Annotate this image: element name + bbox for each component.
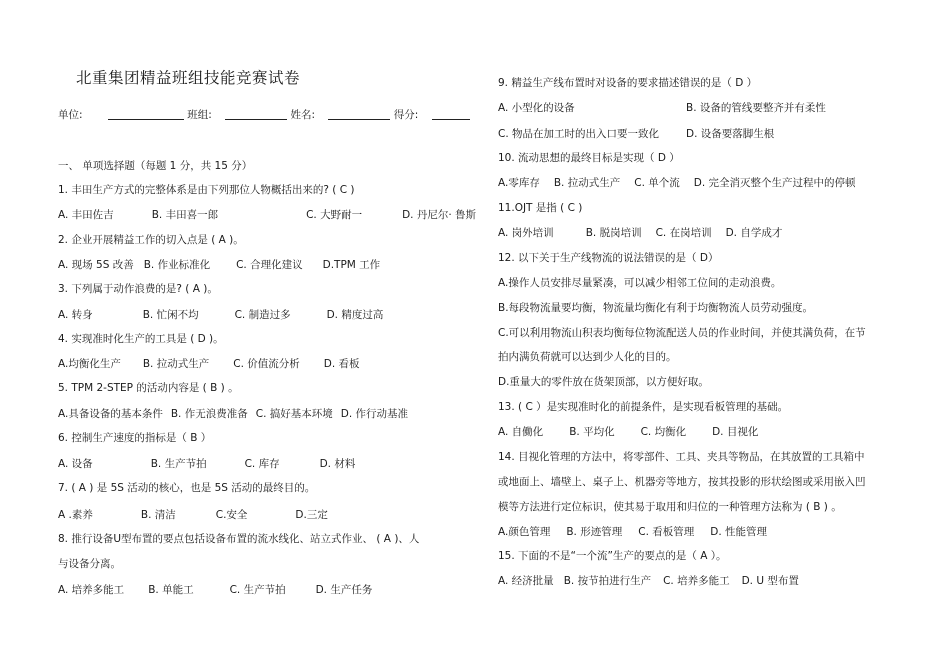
score-blank — [432, 107, 470, 120]
option: D. 自学成才 — [725, 227, 783, 239]
statement-line: C.可以利用物流山积表均衡每位物流配送人员的作业时间，并使其满负荷，在节 — [498, 327, 866, 339]
statement-line: A.操作人员安排尽量紧凑，可以减少相邻工位间的走动浪费。 — [498, 277, 782, 289]
score-label: 得分: — [393, 109, 419, 121]
option-row — [58, 258, 380, 272]
option: A.颜色管理 — [498, 526, 551, 538]
option: D. 目视化 — [712, 426, 759, 438]
option: D. U 型布置 — [741, 575, 799, 587]
statement-line: 拍内满负荷就可以达到少人化的目的。 — [498, 351, 677, 363]
option: B. 形迹管理 — [566, 526, 623, 538]
option: C. 物品在加工时的出入口要一致化 — [498, 128, 660, 140]
question-text: 11.OJT 是指 ( C ) — [498, 202, 583, 214]
option-row — [58, 407, 408, 421]
option: B. 清洁 — [140, 509, 176, 521]
question-text: 10. 流动思想的最终目标是实现（ D ） — [498, 152, 680, 164]
option: A.均衡化生产 — [58, 358, 121, 370]
option: C.安全 — [215, 509, 248, 521]
option: D. 作行动基准 — [340, 408, 409, 420]
exam-title: 北重集团精益班组技能竞赛试卷 — [76, 69, 301, 87]
option: B. 脱岗培训 — [585, 227, 642, 239]
question-text: 3. 下列属于动作浪费的是? ( A )。 — [58, 283, 218, 295]
option: C. 合理化建议 — [236, 259, 303, 271]
option: B. 作业标准化 — [143, 259, 211, 271]
option: B. 按节拍进行生产 — [563, 575, 652, 587]
option-row — [58, 508, 328, 522]
statement-line: B.每段物流量要均衡，物流量均衡化有利于均衡物流人员劳动强度。 — [498, 302, 814, 314]
option: A. 转身 — [58, 309, 93, 321]
option: A. 岗外培训 — [498, 227, 554, 239]
question-text: 13. ( C ）是实现准时化的前提条件，是实现看板管理的基础。 — [498, 401, 789, 413]
option-row — [498, 425, 758, 439]
option: C. 在岗培训 — [655, 227, 712, 239]
option: C. 大野耐一 — [306, 209, 363, 221]
option: A. 经济批量 — [498, 575, 554, 587]
question-text: 9. 精益生产线布置时对设备的要求描述错误的是（ D ） — [498, 77, 758, 89]
option: B. 生产节拍 — [150, 458, 207, 470]
question-text: 12. 以下关于生产线物流的说法错误的是（ D） — [498, 252, 719, 264]
option: B. 丰田喜一郎 — [151, 209, 219, 221]
question-text: 4. 实现准时化生产的工具是 ( D )。 — [58, 333, 224, 345]
name-label: 姓名: — [290, 109, 316, 121]
option-row — [498, 574, 799, 588]
question-text: 15. 下面的不是“一个流”生产的要点的是（ A ）。 — [498, 550, 727, 562]
option: B. 拉动式生产 — [142, 358, 210, 370]
option: A. 设备 — [58, 458, 93, 470]
option: C. 均衡化 — [640, 426, 687, 438]
option: A. 小型化的设备 — [498, 102, 575, 114]
option: C. 库存 — [244, 458, 280, 470]
unit-label: 单位: — [58, 109, 83, 121]
option: B. 拉动式生产 — [553, 177, 621, 189]
option-row — [58, 357, 360, 371]
group-blank — [225, 107, 287, 120]
option-row — [58, 208, 476, 222]
option: B. 单能工 — [148, 584, 194, 596]
option: B. 忙闲不均 — [142, 309, 199, 321]
option: C. 搞好基本环境 — [255, 408, 333, 420]
option-row — [498, 226, 782, 240]
option: A. 丰田佐吉 — [58, 209, 114, 221]
option-row — [498, 176, 856, 190]
question-text: 1. 丰田生产方式的完整体系是由下列那位人物概括出来的? ( C ) — [58, 184, 355, 196]
option: D.三定 — [295, 509, 328, 521]
question-text-cont: 或地面上、墙壁上、桌子上、机器旁等地方，按其投影的形状绘图或采用嵌入凹 — [498, 476, 866, 488]
question-text: 7. ( A ) 是 5S 活动的核心，也是 5S 活动的最终目的。 — [58, 482, 316, 494]
option: A.具备设备的基本条件 — [58, 408, 163, 420]
option-row — [58, 457, 355, 471]
option: C. 生产节拍 — [229, 584, 286, 596]
question-text: 6. 控制生产速度的指标是（ B ） — [58, 432, 212, 444]
option-row — [58, 583, 372, 597]
question-text: 5. TPM 2-STEP 的活动内容是 ( B ) 。 — [58, 382, 239, 394]
section-title: 一、 单项选择题（每题 1 分，共 15 分） — [58, 160, 253, 172]
group-label: 班组: — [187, 109, 212, 121]
option: A.零库存 — [498, 177, 540, 189]
option: C. 价值流分析 — [233, 358, 300, 370]
option: A .素养 — [58, 509, 93, 521]
option: D. 材料 — [319, 458, 356, 470]
name-blank — [328, 107, 390, 120]
option: A. 培养多能工 — [58, 584, 125, 596]
option: A. 现场 5S 改善 — [58, 259, 134, 271]
option: C. 单个流 — [634, 177, 680, 189]
option: C. 制造过多 — [234, 309, 291, 321]
option-row — [58, 308, 383, 322]
statement-line: D.重量大的零件放在货架顶部，以方便好取。 — [498, 376, 709, 388]
option: D. 设备要落脚生根 — [686, 128, 775, 140]
option: D. 丹尼尔· 鲁斯 — [402, 209, 477, 221]
option-row — [498, 525, 767, 539]
question-text-cont: 与设备分离。 — [58, 558, 121, 570]
option: B. 平均化 — [569, 426, 615, 438]
option: D. 完全消灭整个生产过程中的停顿 — [693, 177, 856, 189]
question-text-cont: 模等方法进行定位标识，使其易于取用和归位的一种管理方法称为 ( B ) 。 — [498, 501, 842, 513]
question-text: 8. 推行设备U型布置的要点包括设备布置的流水线化、站立式作业、 ( A )、人 — [58, 533, 420, 545]
question-text: 2. 企业开展精益工作的切入点是 ( A )。 — [58, 234, 244, 246]
unit-blank — [108, 107, 184, 120]
option: D. 看板 — [323, 358, 360, 370]
option: D. 性能管理 — [710, 526, 768, 538]
option: C. 培养多能工 — [663, 575, 730, 587]
option: B. 设备的管线要整齐并有柔性 — [686, 102, 826, 114]
option: B. 作无浪费准备 — [170, 408, 248, 420]
option: C. 看板管理 — [638, 526, 695, 538]
question-text: 14. 目视化管理的方法中，将零部件、工具、夹具等物品，在其放置的工具箱中 — [498, 451, 865, 463]
option: D. 精度过高 — [326, 309, 384, 321]
option: A. 自働化 — [498, 426, 544, 438]
option: D.TPM 工作 — [322, 259, 381, 271]
info-row — [58, 107, 458, 122]
option: D. 生产任务 — [315, 584, 373, 596]
